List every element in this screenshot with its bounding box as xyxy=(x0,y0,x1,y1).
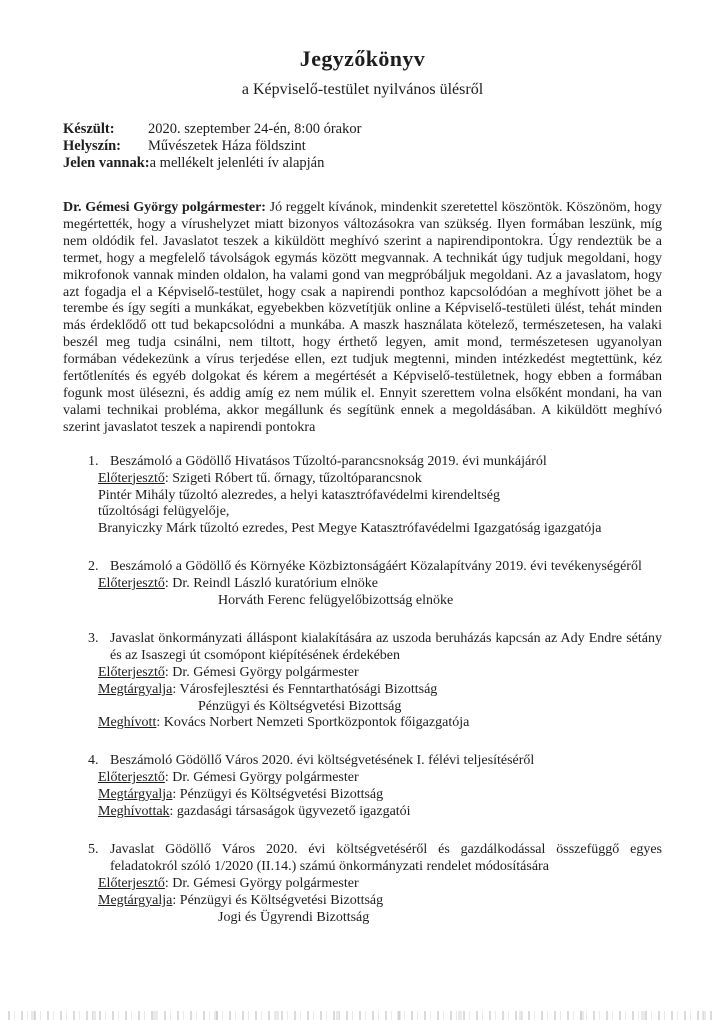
agenda-detail-line: Előterjesztő: Dr. Gémesi György polgármester xyxy=(98,875,359,891)
agenda-item-3 xyxy=(63,631,662,732)
agenda-item-number: 5. xyxy=(88,842,99,857)
meta-value-keszult: 2020. szeptember 24-én, 8:00 órakor xyxy=(148,121,362,137)
agenda-detail-label: Megtárgyalja xyxy=(98,787,173,803)
agenda-detail-label: Előterjesztő xyxy=(98,875,165,891)
scan-artifact-line xyxy=(8,1011,716,1020)
meta-row-helyszin xyxy=(63,138,662,155)
agenda-item-1 xyxy=(63,454,662,539)
agenda-detail-line: Meghívott: Kovács Norbert Nemzeti Sportközpontok főigazgatója xyxy=(98,715,470,731)
agenda-item-number: 2. xyxy=(88,559,99,575)
agenda-detail-line: tűzoltósági felügyelője, xyxy=(98,504,230,520)
meta-label-helyszin: Helyszín: xyxy=(63,138,121,154)
speech-text: Jó reggelt kívánok, mindenkit szeretettel köszöntök. Köszönöm, hogy megértették, hogy a vírushelyzet miatt bizonyos változásokra van szükség. Ilyen formában leszünk, míg nem oldódik fel. Javaslatot teszek a kiküldött meghívó szerint a napirendipontokra. Úgy rendeztük be a termet, hogy a megfelelő távolságok egymás között megvannak. A technikát úgy tudjuk megoldani, hogy mikrofonok vannak minden oldalon, ha valami gond van megpróbáljuk megoldani. Az a javaslatom, hogy azt fogadja el a Képviselő-testület, hogy csak a napirendi ponthoz kapcsolódóan a meghívott jöhet be a terembe és így segíti a munkákat, egyebekben közvetítjük online a Képviselő-testületi ülést, tehát minden más érdeklődő ott tud bekapcsolódni a munkába. A maszk használata kötelező, természetesen, ha valaki beszél meg tudja csinálni, nem tiltott, hogy érthető legyen, amit mond, természetesen ugyanolyan formában védekezünk a vírus terjedése ellen, ezt tudjuk megtenni, minden intézkedést megtettünk, kéz fertőtlenítés és egyéb dolgokat és kérem a megértését a Képviselő-testületnek, hogy ebben a formában fogunk most ülésezni, és addig amíg ez nem múlik el. Ennyit szerettem volna elsőként mondani, ha van valami technikai probléma, akkor megállunk és segítünk ennek a megoldásában. A kiküldött meghívó szerint javaslatot teszek a napirendi pontokra xyxy=(63,200,662,435)
meta-label-keszult: Készült: xyxy=(63,121,115,137)
agenda-detail-line: Megtárgyalja: Városfejlesztési és Fenntarthatósági Bizottság xyxy=(98,681,438,697)
agenda-item-title: Beszámoló a Gödöllő és Környéke Közbiztonságáért Közalapítvány 2019. évi tevékenységéről xyxy=(110,559,642,575)
agenda-item-title: Beszámoló a Gödöllő Hivatásos Tűzoltó-parancsnokság 2019. évi munkájáról xyxy=(110,453,547,469)
agenda-detail-label: Előterjesztő xyxy=(98,470,165,486)
agenda-item-number: 3. xyxy=(88,630,99,646)
agenda-item-2 xyxy=(63,559,662,610)
agenda-detail-label: Meghívott xyxy=(98,715,157,731)
agenda-detail-line: Meghívottak: gazdasági társaságok ügyvezető igazgatói xyxy=(98,804,411,820)
agenda-item-title: Javaslat Gödöllő Város 2020. évi költségvetéséről és gazdálkodással összefüggő egyes feladatokról szóló 1/2020 (II.14.) számú önkormányzati rendelet módosítására xyxy=(110,842,662,874)
agenda-detail-line: Előterjesztő: Dr. Gémesi György polgármester xyxy=(98,664,359,680)
agenda-detail-label: Előterjesztő xyxy=(98,770,165,786)
meta-value-jelen-vannak: a mellékelt jelenléti ív alapján xyxy=(149,155,325,171)
agenda-detail-line: Megtárgyalja: Pénzügyi és Költségvetési Bizottság xyxy=(98,787,384,803)
agenda-item-number: 4. xyxy=(88,753,99,769)
meta-label-jelen-vannak: Jelen vannak: xyxy=(63,155,150,171)
agenda-item-number: 1. xyxy=(88,453,99,469)
agenda-detail-line: Pénzügyi és Költségvetési Bizottság xyxy=(198,698,402,714)
mayor-speech-paragraph xyxy=(63,200,662,437)
agenda-detail-label: Meghívottak xyxy=(98,804,170,820)
speaker-name: Dr. Gémesi György polgármester: xyxy=(63,200,266,215)
agenda-detail-label: Megtárgyalja xyxy=(98,892,173,908)
agenda-item-4 xyxy=(63,753,662,821)
document-subtitle: a Képviselő-testület nyilvános ülésről xyxy=(241,81,484,98)
agenda-item-title: Beszámoló Gödöllő Város 2020. évi költségvetésének I. félévi teljesítéséről xyxy=(110,753,535,769)
agenda-detail-line: Pintér Mihály tűzoltó alezredes, a helyi katasztrófavédelmi kirendeltség xyxy=(98,487,500,503)
agenda-detail-line: Branyiczky Márk tűzoltó ezredes, Pest Megye Katasztrófavédelmi Igazgatóság igazgatója xyxy=(98,521,602,537)
agenda-detail-line: Előterjesztő: Dr. Reindl László kuratórium elnöke xyxy=(98,576,378,592)
agenda-detail-line: Megtárgyalja: Pénzügyi és Költségvetési Bizottság xyxy=(98,892,384,908)
agenda-item-5 xyxy=(63,842,662,927)
meta-row-keszult xyxy=(63,121,662,138)
agenda-detail-line: Horváth Ferenc felügyelőbizottság elnöke xyxy=(218,593,454,609)
agenda-item-title: Javaslat önkormányzati álláspont kialakítására az uszoda beruházás kapcsán az Ady Endre sétány és az Isaszegi út csomópont kiépítésének érdekében xyxy=(110,630,662,663)
agenda-detail-label: Megtárgyalja xyxy=(98,681,173,697)
document-title: Jegyzőkönyv xyxy=(299,46,426,71)
agenda-detail-line: Előterjesztő: Szigeti Róbert tű. őrnagy, tűzoltóparancsnok xyxy=(98,470,422,486)
agenda-detail-label: Előterjesztő xyxy=(98,576,165,592)
agenda-detail-line: Előterjesztő: Dr. Gémesi György polgármester xyxy=(98,770,359,786)
agenda-list xyxy=(63,454,662,927)
agenda-detail-label: Előterjesztő xyxy=(98,664,165,680)
meta-block xyxy=(63,121,662,172)
agenda-detail-line: Jogi és Ügyrendi Bizottság xyxy=(218,909,370,925)
meta-row-jelen-vannak xyxy=(63,155,662,172)
meta-value-helyszin: Művészetek Háza földszint xyxy=(148,138,306,154)
